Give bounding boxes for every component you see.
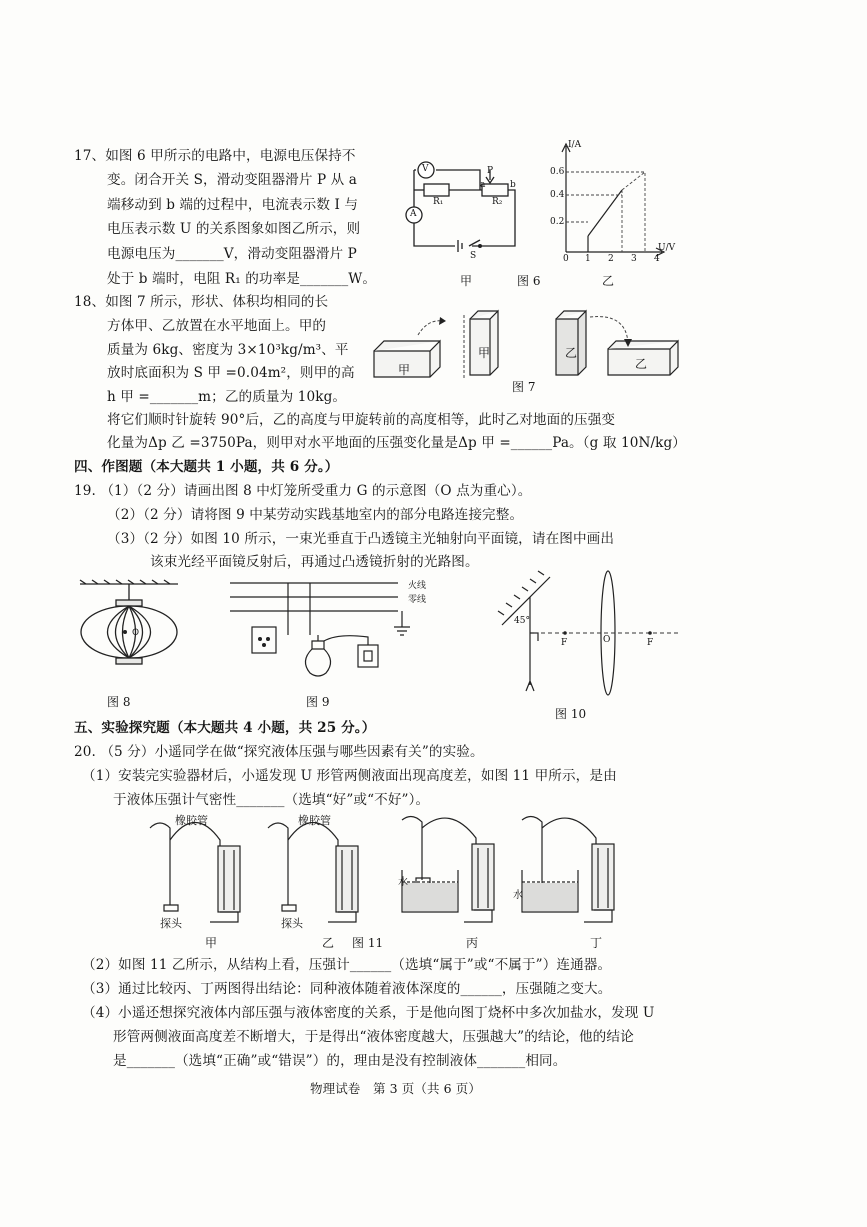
q18-line-3: 质量为 6kg、密度为 3×10³kg/m³、平 (107, 342, 349, 358)
section5-title: 五、实验探究题（本大题共 4 小题，共 25 分。） (74, 720, 376, 736)
slider-p-label: P (487, 166, 494, 176)
fig8-label: 图 8 (107, 695, 131, 709)
fig6-label: 图 6 (517, 274, 541, 288)
fig11-label-bing: 丙 (466, 936, 479, 950)
focus-f-left-label: F (561, 638, 568, 648)
section4-title: 四、作图题（本大题共 1 小题，共 6 分。） (74, 459, 339, 475)
graph-xtick-2: 2 (608, 254, 614, 264)
water-label-ding: 水 (513, 890, 523, 901)
graph-xtick-4: 4 (654, 254, 660, 264)
q17-line-5: 电源电压为_______V，滑动变阻器滑片 P (107, 246, 357, 262)
q18-line-4: 放时底面积为 S 甲 =0.04m²，则甲的高 (107, 365, 355, 381)
fig11-label-jia: 甲 (205, 936, 218, 950)
fig7-label: 图 7 (512, 380, 536, 394)
switch-s-label: S (470, 251, 477, 261)
block-yi-flat: 乙 (635, 357, 648, 371)
fire-wire-label: 火线 (408, 581, 427, 591)
lens-o-label: O (603, 635, 611, 645)
q20-line-6: （4）小遥还想探究液体内部压强与液体密度的关系，于是他向图丁烧杯中多次加盐水，发现 U (82, 1005, 655, 1021)
graph-ytick-0.2: 0.2 (550, 217, 565, 227)
focus-f-right-label: F (647, 638, 654, 648)
q20-line-7: 形管两侧液面高度差不断增大，于是得出“液体密度越大，压强越大”的结论，他的结论 (113, 1029, 634, 1045)
q18-line-1: 18、如图 7 所示，形状、体积均相同的长 (74, 294, 329, 310)
q20-line-4: （2）如图 11 乙所示，从结构上看，压强计______（选填“属于”或“不属于”）连通器。 (82, 957, 612, 973)
q18-line-7: 化量为Δp 乙 =3750Pa，则甲对水平地面的压强变化量是Δp 甲 =______Pa。（g 取 10N/kg） (107, 435, 686, 451)
fig11-label: 图 11 (352, 936, 384, 950)
fig9-label: 图 9 (306, 695, 330, 709)
q19-line-4: 该束光经平面镜反射后，再通过凸透镜折射的光路图。 (150, 554, 479, 570)
block-jia-flat: 甲 (398, 363, 411, 377)
probe-label-yi: 探头 (281, 917, 303, 930)
fig10-label: 图 10 (555, 707, 587, 721)
q20-line-8: 是_______（选填“正确”或“错误”）的，理由是没有控制液体_______相同。 (113, 1053, 567, 1069)
water-label-bing: 水 (398, 877, 408, 888)
svg-text:O: O (132, 628, 140, 638)
probe-label-jia: 探头 (160, 917, 182, 930)
end-b-label: b (510, 180, 516, 190)
page-footer: 物理试卷 第 3 页（共 6 页） (310, 1081, 481, 1096)
q18-line-5: h 甲 =_______m；乙的质量为 10kg。 (107, 389, 347, 405)
hose-label-jia: 橡胶管 (175, 814, 208, 827)
graph-ylabel: I/A (568, 140, 582, 150)
r1-label: R₁ (433, 197, 444, 207)
fig7-blocks-diagram (370, 305, 690, 385)
q20-line-1: 20. （5 分）小遥同学在做“探究液体压强与哪些因素有关”的实验。 (74, 744, 484, 760)
zero-wire-label: 零线 (408, 595, 427, 605)
q19-line-3: （3）（2 分）如图 10 所示，一束光垂直于凸透镜主光轴射向平面镜，请在图中画出 (107, 531, 615, 547)
q20-line-5: （3）通过比较丙、丁两图得出结论：同种液体随着液体深度的______，压强随之变大。 (82, 981, 612, 997)
graph-xlabel: U/V (658, 243, 676, 253)
graph-ytick-0.4: 0.4 (550, 190, 565, 200)
fig10-optics-diagram (490, 565, 690, 705)
hose-label-yi: 橡胶管 (298, 814, 331, 827)
graph-xtick-1: 1 (585, 254, 591, 264)
block-yi-upright: 乙 (565, 346, 578, 360)
fig6-label-yi: 乙 (602, 274, 615, 288)
fig11-label-ding: 丁 (590, 936, 603, 950)
ammeter-label: A (410, 209, 417, 219)
q17-line-2: 变。闭合开关 S，滑动变阻器滑片 P 从 a (107, 172, 357, 188)
q20-line-2: （1）安装完实验器材后，小遥发现 U 形管两侧液面出现高度差，如图 11 甲所示，是由 (82, 768, 617, 784)
angle-45-label: 45° (514, 616, 530, 626)
fig11-label-yi: 乙 (322, 936, 335, 950)
fig8-lantern (72, 580, 187, 690)
fig11-pressure-gauges (140, 810, 665, 930)
r2-label: R₂ (492, 197, 503, 207)
q17-line-1: 17、如图 6 甲所示的电路中，电源电压保持不 (74, 148, 356, 164)
fig6-label-jia: 甲 (460, 274, 473, 288)
q17-line-4: 电压表示数 U 的关系图象如图乙所示，则 (107, 221, 361, 237)
q18-line-6: 将它们顺时针旋转 90°后，乙的高度与甲旋转前的高度相等，此时乙对地面的压强变 (107, 412, 616, 428)
voltmeter-label: V (422, 164, 429, 174)
q19-line-1: 19. （1）（2 分）请画出图 8 中灯笼所受重力 G 的示意图（O 点为重心）。 (74, 483, 532, 499)
q17-line-6: 处于 b 端时，电阻 R₁ 的功率是_______W。 (107, 271, 377, 287)
q17-line-3: 端移动到 b 端的过程中，电流表示数 I 与 (107, 197, 359, 213)
graph-xtick-3: 3 (631, 254, 637, 264)
end-a-label: a (480, 180, 486, 190)
q18-line-2: 方体甲、乙放置在水平地面上。甲的 (107, 318, 327, 334)
fig6-iu-graph (540, 140, 670, 265)
graph-ytick-0.6: 0.6 (550, 167, 565, 177)
fig6-circuit-diagram (400, 150, 530, 260)
block-jia-upright: 甲 (478, 346, 491, 360)
q19-line-2: （2）（2 分）请将图 9 中某劳动实践基地室内的部分电路连接完整。 (107, 507, 524, 523)
fig9-wiring-diagram (228, 575, 418, 690)
q20-line-3: 于液体压强计气密性_______（选填“好”或“不好”）。 (113, 792, 430, 808)
graph-xtick-0: 0 (563, 254, 569, 264)
